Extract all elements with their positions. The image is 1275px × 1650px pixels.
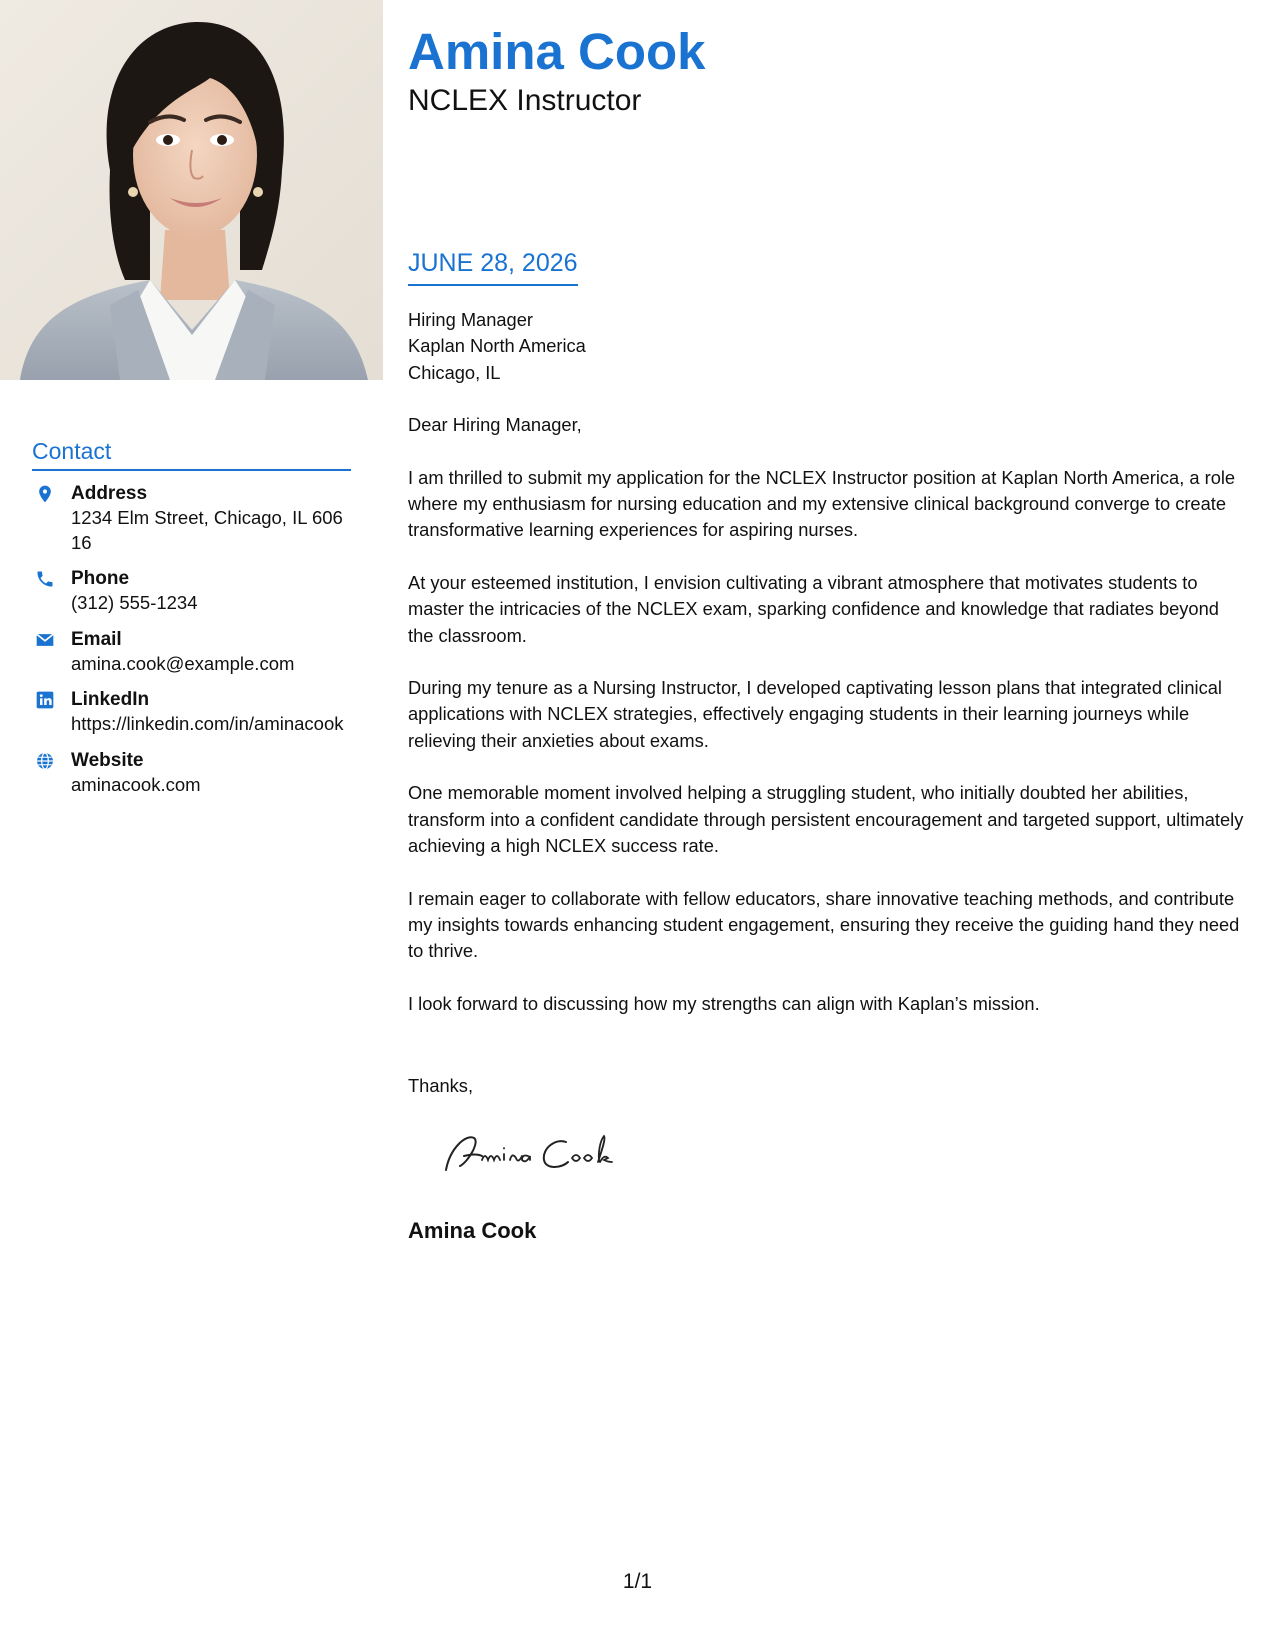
contact-heading: Contact xyxy=(32,437,351,471)
letter-paragraph: One memorable moment involved helping a struggling student, who initially doubted her abilities, transform into a confident candidate through persistent encouragement and targeted support, ultimately achieving a high NCLEX success rate. xyxy=(408,782,1244,856)
applicant-name: Amina Cook xyxy=(408,23,706,80)
recipient-line: Kaplan North America xyxy=(408,335,586,357)
letter-date: JUNE 28, 2026 xyxy=(408,247,578,286)
location-pin-icon xyxy=(35,484,55,504)
contact-item-email xyxy=(32,628,351,677)
page-number: 1/1 xyxy=(622,1570,653,1593)
envelope-icon xyxy=(35,630,55,650)
address-label: Address xyxy=(71,483,148,504)
contact-item-linkedin xyxy=(32,688,351,737)
letter-paragraph: At your esteemed institution, I envision cultivating a vibrant atmosphere that motivates students to master the intricacies of the NCLEX exam, sparking confidence and knowledge that radiates beyond the classroom. xyxy=(408,571,1219,646)
contact-item-address xyxy=(32,482,351,555)
globe-icon xyxy=(35,751,55,771)
email-label: Email xyxy=(71,628,122,650)
website-label: Website xyxy=(71,749,144,771)
linkedin-value[interactable]: https://linkedin.com/in/aminacook xyxy=(71,713,344,734)
salutation: Dear Hiring Manager, xyxy=(408,414,582,436)
profile-photo xyxy=(0,0,383,380)
phone-value[interactable]: (312) 555-1234 xyxy=(71,592,198,613)
letter-paragraph: I am thrilled to submit my application for the NCLEX Instructor position at Kaplan North America, a role where my enthusiasm for nursing education and my extensive clinical background converge to create transformative learning experiences for aspiring nurses. xyxy=(408,466,1236,541)
recipient-line: Chicago, IL xyxy=(408,361,501,383)
contact-item-website xyxy=(32,749,351,798)
phone-label: Phone xyxy=(71,568,130,589)
handwritten-signature xyxy=(438,1128,638,1178)
phone-icon xyxy=(35,569,55,589)
letter-paragraph: I remain eager to collaborate with fellow educators, share innovative teaching methods, and contribute my insights towards enhancing student engagement, ensuring they receive the guiding hand they need to thrive. xyxy=(408,887,1240,962)
job-title: NCLEX Instructor xyxy=(408,84,642,117)
linkedin-icon xyxy=(35,690,55,710)
contact-item-phone xyxy=(32,567,351,616)
address-value: 1234 Elm Street, Chicago, IL 60616 xyxy=(71,507,343,553)
signer-name: Amina Cook xyxy=(408,1218,537,1243)
contact-list xyxy=(32,482,351,809)
recipient-line: Hiring Manager xyxy=(408,309,533,330)
letter-paragraph: I look forward to discussing how my strengths can align with Kaplan’s mission. xyxy=(408,992,1040,1014)
linkedin-label: LinkedIn xyxy=(71,689,150,710)
letter-body xyxy=(408,307,1248,1043)
letter-paragraph: During my tenure as a Nursing Instructor, I developed captivating lesson plans that integrated clinical applications with NCLEX strategies, effectively engaging students in their learning journeys while relieving their anxieties about exams. xyxy=(408,677,1222,751)
sidebar xyxy=(0,0,383,1650)
closing: Thanks, xyxy=(408,1075,474,1096)
email-value[interactable]: amina.cook@example.com xyxy=(71,652,295,674)
recipient-block xyxy=(408,307,1248,386)
website-value[interactable]: aminacook.com xyxy=(71,773,201,795)
